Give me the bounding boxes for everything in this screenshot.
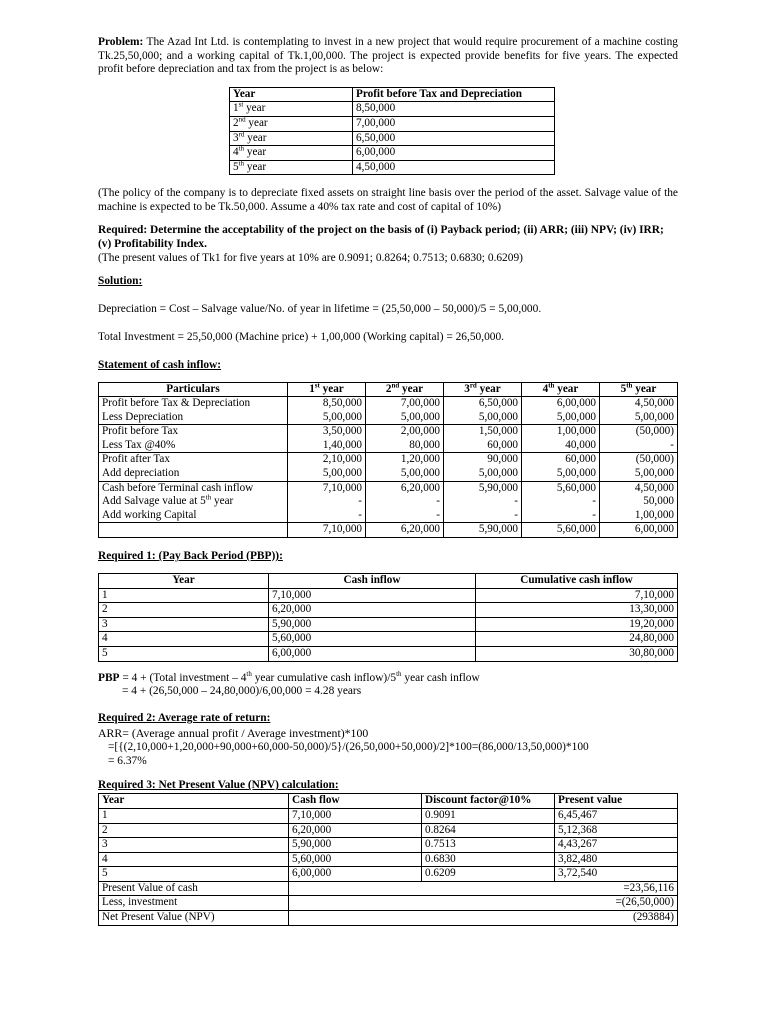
npv-row (99, 823, 678, 838)
cash-particular-cell (99, 523, 288, 538)
profit-year-cell (230, 131, 353, 146)
cash-value-cell: (50,000) (600, 453, 678, 467)
pbp-header-inflow: Cash inflow (269, 573, 476, 588)
pbp-table-header (99, 573, 678, 588)
profit-header-value: Profit before Tax and Depreciation (353, 87, 555, 102)
required-text: Required: Determine the acceptability of the project on the basis of (i) Payback period; (ii) ARR; (iii) NPV; (iv) IRR; (v) Profitability Index. (98, 224, 664, 251)
particular-sup: th (205, 493, 212, 502)
npv-cashflow-cell: 5,60,000 (289, 852, 422, 867)
cash-value-cell: - (600, 439, 678, 453)
req2-heading (98, 712, 678, 726)
document-page (98, 36, 678, 926)
pbp-year-cell: 4 (99, 632, 269, 647)
pbp-formula-line2: = 4 + (26,50,000 – 24,80,000)/6,00,000 = 4.28 years (122, 685, 362, 698)
cash-value-cell: - (444, 495, 522, 509)
npv-row (99, 838, 678, 853)
npv-pv-cell: 3,82,480 (555, 852, 678, 867)
npv-pv-cell: 5,12,368 (555, 823, 678, 838)
ordinal-number: 2 (233, 116, 239, 129)
npv-row (99, 808, 678, 823)
problem-text: The Azad Int Ltd. is contemplating to invest in a new project that would require procurement of a machine costing Tk.25,50,000; and a working capital of Tk.1,00,000. The project is expected provide benefits for five years. The expected profit before depreciation and tax from the project is as below: (98, 36, 678, 76)
cash-value-cell: - (444, 509, 522, 523)
ordinal-number: 5 (620, 382, 627, 395)
profit-value-cell: 4,50,000 (353, 160, 555, 175)
npv-summary-row (99, 911, 678, 926)
ordinal-suffix: th (548, 380, 555, 389)
cash-value-cell: 5,00,000 (600, 467, 678, 481)
cash-header-year (444, 382, 522, 397)
profit-year-cell (230, 146, 353, 161)
year-word: year (399, 382, 424, 395)
pbp-row (99, 632, 678, 647)
pbp-cumulative-cell: 24,80,000 (476, 632, 678, 647)
particular-label: Add working Capital (102, 508, 197, 521)
npv-row (99, 867, 678, 882)
cash-particular-cell (99, 453, 288, 467)
req3-heading (98, 779, 678, 793)
particular-tail: year (211, 495, 234, 508)
year-word: year (319, 382, 344, 395)
npv-summary-label: Net Present Value (NPV) (99, 911, 289, 926)
arr-line2: =[{(2,10,000+1,20,000+90,000+60,000-50,000)/5}/(26,50,000+50,000)/2]*100=(86,000/13,50,000)*100 (108, 740, 589, 753)
pbp-year-cell: 1 (99, 588, 269, 603)
ordinal-number: 3 (233, 131, 239, 144)
npv-year-cell: 2 (99, 823, 289, 838)
cash-value-cell: 1,00,000 (600, 509, 678, 523)
profit-row (230, 131, 555, 146)
arr-line3: = 6.37% (108, 754, 147, 767)
cash-table-header (99, 382, 678, 397)
req3-label: Required 3: Net Present Value (NPV) calculation: (98, 779, 339, 792)
npv-discount-cell: 0.7513 (422, 838, 555, 853)
particular-label: Profit before Tax & Depreciation (102, 397, 251, 410)
cash-header-year (522, 382, 600, 397)
cash-value-cell: 4,50,000 (600, 481, 678, 495)
cash-value-cell: - (288, 509, 366, 523)
particular-label: Profit after Tax (102, 453, 170, 466)
npv-pv-cell: 6,45,467 (555, 808, 678, 823)
year-word: year (244, 146, 267, 159)
pbp-inflow-cell: 6,20,000 (269, 603, 476, 618)
total-investment-line: Total Investment = 25,50,000 (Machine price) + 1,00,000 (Working capital) = 26,50,000. (98, 330, 505, 343)
ordinal-suffix: th (626, 380, 633, 389)
ordinal-suffix: nd (391, 380, 400, 389)
npv-discount-cell: 0.9091 (422, 808, 555, 823)
cash-value-cell: 5,00,000 (444, 467, 522, 481)
profit-table-header (230, 87, 555, 102)
particular-label: Cash before Terminal cash inflow (102, 481, 254, 494)
profit-year-cell (230, 102, 353, 117)
cash-value-cell: 4,50,000 (600, 397, 678, 411)
npv-row (99, 852, 678, 867)
npv-discount-cell: 0.6209 (422, 867, 555, 882)
solution-heading (98, 275, 678, 289)
year-word: year (244, 131, 267, 144)
npv-header-cashflow: Cash flow (289, 794, 422, 809)
year-word: year (243, 102, 266, 115)
statement-heading (98, 359, 678, 373)
pbp-label: PBP (98, 671, 120, 684)
pbp-row (99, 588, 678, 603)
cash-value-cell: 7,00,000 (366, 397, 444, 411)
cash-value-cell: 5,00,000 (366, 411, 444, 425)
problem-label: Problem: (98, 36, 144, 48)
cash-header-year (600, 382, 678, 397)
ordinal-suffix: rd (469, 380, 477, 389)
pbp-formula-line1 (98, 669, 678, 686)
cash-value-cell: 5,00,000 (522, 467, 600, 481)
cash-value-cell: 7,10,000 (288, 481, 366, 495)
year-word: year (244, 160, 267, 173)
particular-label: Add Salvage value at 5 (102, 495, 206, 508)
cash-value-cell: - (522, 509, 600, 523)
npv-discount-cell: 0.6830 (422, 852, 555, 867)
req1-label: Required 1: (Pay Back Period (PBP)): (98, 550, 283, 563)
cash-row (99, 411, 678, 425)
cash-particular-cell (99, 397, 288, 411)
cash-header-year (366, 382, 444, 397)
cash-value-cell: 3,50,000 (288, 425, 366, 439)
pbp-cumulative-cell: 7,10,000 (476, 588, 678, 603)
profit-row (230, 102, 555, 117)
npv-summary-label: Present Value of cash (99, 881, 289, 896)
cash-row (99, 397, 678, 411)
cash-value-cell: 40,000 (522, 439, 600, 453)
pbp-year-cell: 5 (99, 646, 269, 661)
cash-value-cell: 5,00,000 (522, 411, 600, 425)
cash-value-cell: 5,60,000 (522, 481, 600, 495)
cash-value-cell: 1,20,000 (366, 453, 444, 467)
policy-paragraph: (The policy of the company is to depreciate fixed assets on straight line basis over the period of the asset. Salvage value of the machine is expected to be Tk.50,000. Assume a 40% tax rate and cost of capital of 10%) (98, 187, 678, 214)
pbp-table (98, 573, 678, 662)
ordinal-number: 2 (385, 382, 392, 395)
cash-value-cell: (50,000) (600, 425, 678, 439)
pv-note: (The present values of Tk1 for five years at 10% are 0.9091; 0.8264; 0.7513; 0.6830; 0.6209) (98, 251, 523, 264)
cash-value-cell: - (366, 495, 444, 509)
pbp-text-a: = 4 + (Total investment – 4 (119, 671, 247, 684)
cash-value-cell: 5,60,000 (522, 523, 600, 538)
cash-value-cell: 1,40,000 (288, 439, 366, 453)
npv-year-cell: 4 (99, 852, 289, 867)
cash-particular-cell (99, 509, 288, 523)
ordinal-suffix: nd (238, 115, 246, 124)
profit-row (230, 160, 555, 175)
cash-value-cell: 5,00,000 (600, 411, 678, 425)
particular-label: Less Depreciation (102, 410, 184, 423)
cash-value-cell: 60,000 (444, 439, 522, 453)
ordinal-suffix: th (238, 159, 245, 168)
cash-row (99, 425, 678, 439)
pbp-year-cell: 3 (99, 617, 269, 632)
npv-cashflow-cell: 7,10,000 (289, 808, 422, 823)
pbp-text-c: year cash inflow (401, 671, 480, 684)
pbp-cumulative-cell: 13,30,000 (476, 603, 678, 618)
pbp-inflow-cell: 5,90,000 (269, 617, 476, 632)
cash-particular-cell (99, 467, 288, 481)
ordinal-suffix: st (314, 380, 320, 389)
cash-value-cell: 5,00,000 (288, 467, 366, 481)
npv-header-discount: Discount factor@10% (422, 794, 555, 809)
npv-header-pv: Present value (555, 794, 678, 809)
cash-value-cell: 5,00,000 (366, 467, 444, 481)
cash-value-cell: 50,000 (600, 495, 678, 509)
pbp-cumulative-cell: 30,80,000 (476, 646, 678, 661)
npv-table-header (99, 794, 678, 809)
cash-value-cell: 5,90,000 (444, 481, 522, 495)
cash-value-cell: 6,00,000 (600, 523, 678, 538)
cash-value-cell: 5,00,000 (444, 411, 522, 425)
particular-label: Add depreciation (102, 467, 180, 480)
profit-header-year: Year (230, 87, 353, 102)
npv-summary-row (99, 881, 678, 896)
cash-row (99, 495, 678, 509)
profit-value-cell: 7,00,000 (353, 116, 555, 131)
cash-particular-cell (99, 411, 288, 425)
ordinal-suffix: th (238, 144, 245, 153)
pbp-row (99, 646, 678, 661)
cash-value-cell: - (288, 495, 366, 509)
cash-particular-cell (99, 425, 288, 439)
cash-value-cell: 6,20,000 (366, 481, 444, 495)
cash-particular-cell (99, 481, 288, 495)
cash-value-cell: 7,10,000 (288, 523, 366, 538)
pbp-header-year: Year (99, 573, 269, 588)
year-word: year (245, 116, 268, 129)
npv-header-year: Year (99, 794, 289, 809)
year-word: year (632, 382, 657, 395)
depreciation-line: Depreciation = Cost – Salvage value/No. of year in lifetime = (25,50,000 – 50,000)/5 = 5,00,000. (98, 302, 542, 315)
cash-header-year (288, 382, 366, 397)
profit-table (229, 87, 555, 176)
npv-year-cell: 3 (99, 838, 289, 853)
npv-discount-cell: 0.8264 (422, 823, 555, 838)
pbp-sup-1: th (246, 669, 252, 678)
solution-label: Solution: (98, 274, 143, 287)
npv-table (98, 793, 678, 925)
cash-value-cell: 80,000 (366, 439, 444, 453)
particular-label: Less Tax @40% (102, 438, 176, 451)
profit-row (230, 116, 555, 131)
pbp-row (99, 603, 678, 618)
cash-value-cell: 5,00,000 (288, 411, 366, 425)
ordinal-number: 5 (233, 160, 239, 173)
arr-line1: ARR= (Average annual profit / Average investment)*100 (98, 726, 369, 741)
req2-label: Required 2: Average rate of return: (98, 712, 271, 725)
cash-inflow-table (98, 382, 678, 539)
cash-value-cell: 2,00,000 (366, 425, 444, 439)
npv-summary-value: =(26,50,000) (289, 896, 678, 911)
npv-summary-value: =23,56,116 (289, 881, 678, 896)
cash-value-cell: 1,50,000 (444, 425, 522, 439)
cash-value-cell: 1,00,000 (522, 425, 600, 439)
npv-year-cell: 5 (99, 867, 289, 882)
cash-row (99, 439, 678, 453)
year-word: year (476, 382, 501, 395)
npv-pv-cell: 4,43,267 (555, 838, 678, 853)
ordinal-suffix: rd (238, 129, 245, 138)
ordinal-number: 4 (233, 146, 239, 159)
cash-value-cell: 60,000 (522, 453, 600, 467)
ordinal-number: 3 (464, 382, 470, 395)
ordinal-number: 4 (542, 382, 549, 395)
cash-value-cell: 5,90,000 (444, 523, 522, 538)
required-heading (98, 224, 678, 252)
pbp-header-cumulative: Cumulative cash inflow (476, 573, 678, 588)
particular-label: Profit before Tax (102, 425, 179, 438)
problem-paragraph (98, 36, 678, 77)
npv-summary-value: (293884) (289, 911, 678, 926)
cash-row (99, 481, 678, 495)
pbp-text-b: year cumulative cash inflow)/5 (251, 671, 397, 684)
pbp-sup-2: th (396, 669, 402, 678)
cash-value-cell: 2,10,000 (288, 453, 366, 467)
pbp-cumulative-cell: 19,20,000 (476, 617, 678, 632)
cash-header-particulars: Particulars (99, 382, 288, 397)
req1-heading (98, 550, 678, 564)
pbp-inflow-cell: 6,00,000 (269, 646, 476, 661)
profit-row (230, 146, 555, 161)
ordinal-number: 1 (233, 102, 239, 115)
ordinal-number: 1 (309, 382, 315, 395)
cash-value-cell: - (522, 495, 600, 509)
pbp-year-cell: 2 (99, 603, 269, 618)
pbp-inflow-cell: 5,60,000 (269, 632, 476, 647)
cash-value-cell: 6,50,000 (444, 397, 522, 411)
npv-summary-label: Less, investment (99, 896, 289, 911)
npv-summary-row (99, 896, 678, 911)
cash-row (99, 523, 678, 538)
cash-particular-cell (99, 439, 288, 453)
npv-year-cell: 1 (99, 808, 289, 823)
cash-row (99, 453, 678, 467)
npv-pv-cell: 3,72,540 (555, 867, 678, 882)
cash-value-cell: - (366, 509, 444, 523)
cash-value-cell: 6,00,000 (522, 397, 600, 411)
cash-value-cell: 8,50,000 (288, 397, 366, 411)
cash-row (99, 467, 678, 481)
profit-value-cell: 6,50,000 (353, 131, 555, 146)
cash-row (99, 509, 678, 523)
npv-cashflow-cell: 6,00,000 (289, 867, 422, 882)
ordinal-suffix: st (238, 100, 244, 109)
profit-year-cell (230, 116, 353, 131)
profit-value-cell: 8,50,000 (353, 102, 555, 117)
npv-cashflow-cell: 5,90,000 (289, 838, 422, 853)
cash-value-cell: 90,000 (444, 453, 522, 467)
profit-value-cell: 6,00,000 (353, 146, 555, 161)
pbp-row (99, 617, 678, 632)
npv-cashflow-cell: 6,20,000 (289, 823, 422, 838)
profit-year-cell (230, 160, 353, 175)
pbp-inflow-cell: 7,10,000 (269, 588, 476, 603)
statement-label: Statement of cash inflow: (98, 358, 222, 371)
year-word: year (554, 382, 579, 395)
cash-particular-cell (99, 495, 288, 509)
cash-value-cell: 6,20,000 (366, 523, 444, 538)
